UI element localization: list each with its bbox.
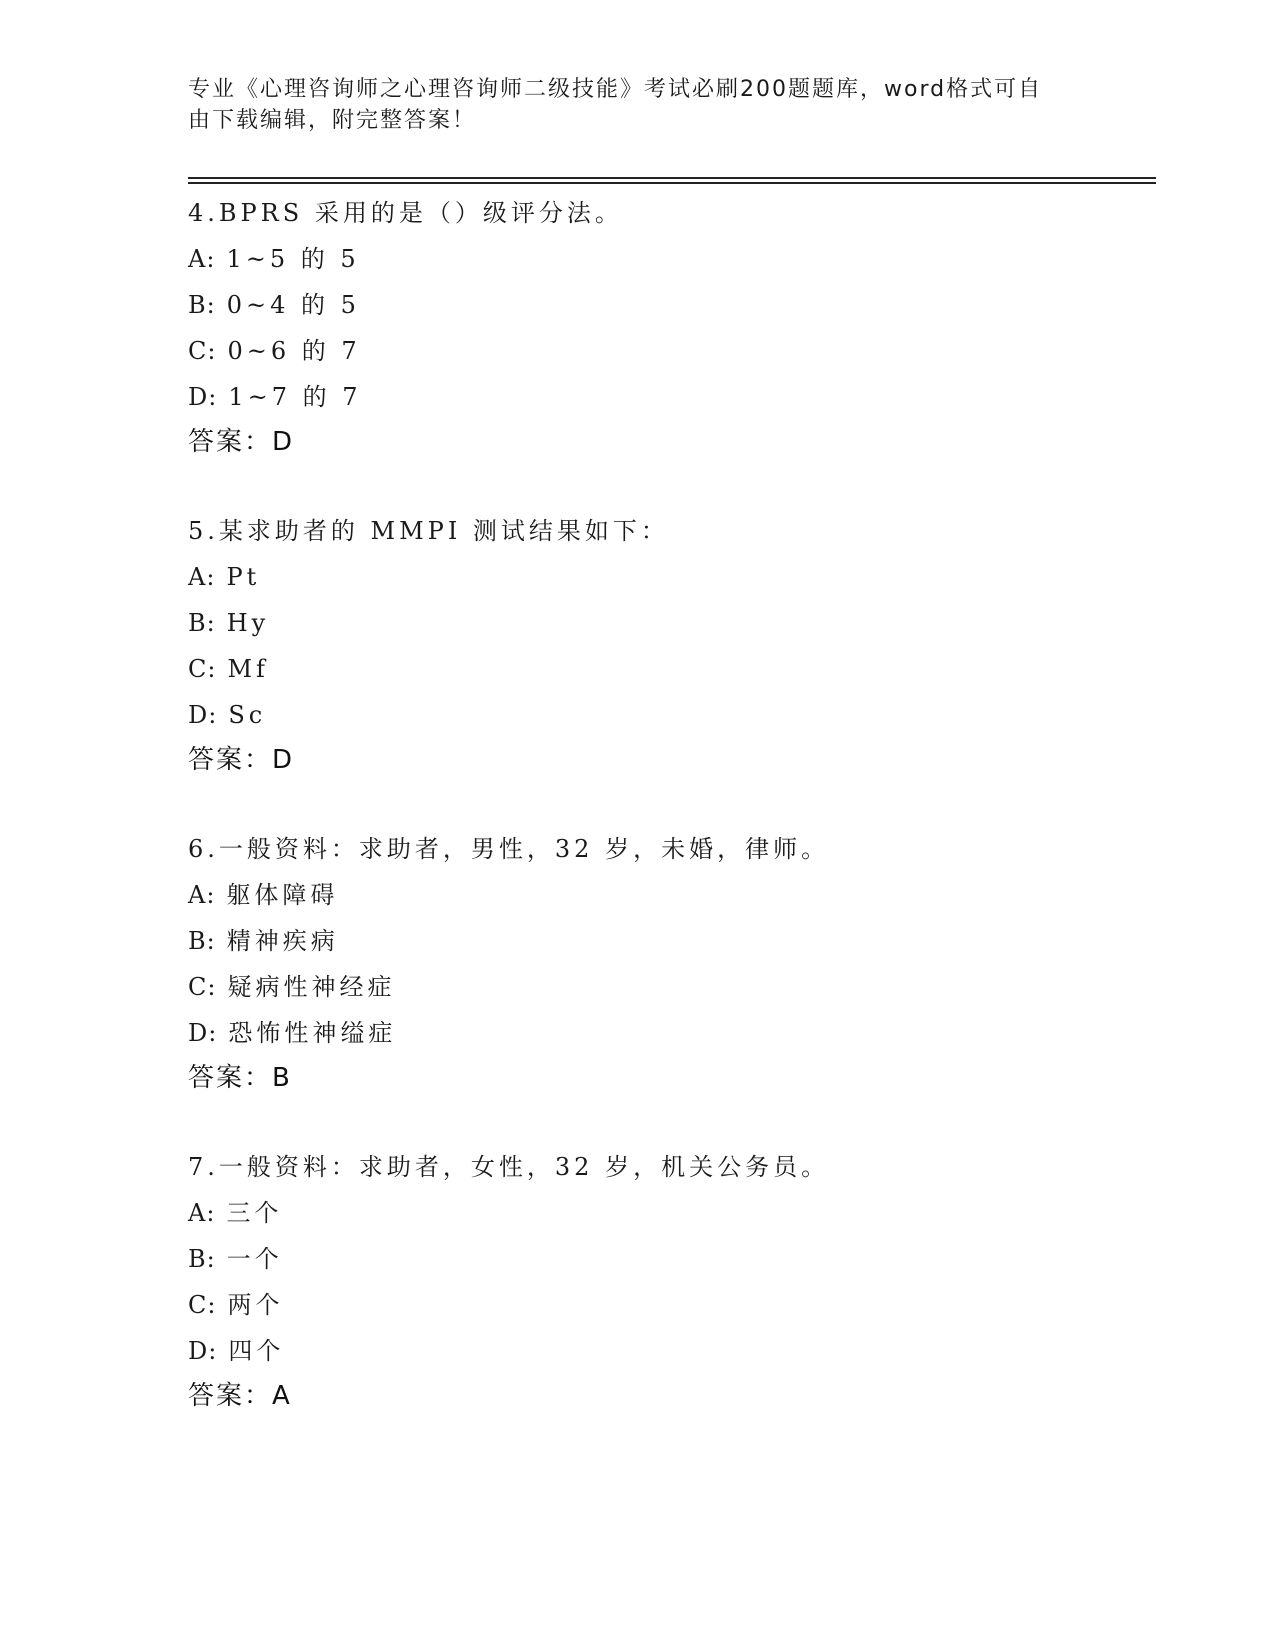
option-d: D: 恐怖性神缢症 xyxy=(188,1019,397,1047)
option-text: Mf xyxy=(227,655,269,683)
question-4 xyxy=(188,190,1156,464)
option-text: 四个 xyxy=(228,1337,285,1365)
option-letter: C xyxy=(188,337,208,365)
option-d: D: 1~7 的 7 xyxy=(188,383,362,411)
answer-line: 答案：B xyxy=(188,1063,292,1093)
option-text: Pt xyxy=(226,563,261,591)
option-letter: C xyxy=(188,655,208,683)
option-letter: D xyxy=(188,701,209,729)
option-text: 0~4 的 5 xyxy=(226,291,360,319)
header-line-1: 专业《心理咨询师之心理咨询师二级技能》考试必刷200题题库，word格式可自 xyxy=(188,77,1043,102)
option-text: 恐怖性神缢症 xyxy=(228,1019,397,1047)
option-text: Sc xyxy=(228,701,267,729)
option-letter: C xyxy=(188,1291,208,1319)
option-text: 三个 xyxy=(226,1199,283,1227)
option-text: 疑病性神经症 xyxy=(227,973,396,1001)
option-letter: B xyxy=(188,609,207,637)
option-text: 1~7 的 7 xyxy=(228,383,362,411)
option-letter: C xyxy=(188,973,208,1001)
option-b: B: 0~4 的 5 xyxy=(188,291,360,319)
option-text: 精神疾病 xyxy=(226,927,339,955)
option-text: 1~5 的 5 xyxy=(226,245,360,273)
option-letter: A xyxy=(188,1199,207,1227)
option-b: B: 精神疾病 xyxy=(188,927,339,955)
question-stem: 5.某求助者的 MMPI 测试结果如下： xyxy=(188,517,669,545)
option-text: Hy xyxy=(226,609,270,637)
answer-line: 答案：D xyxy=(188,745,295,775)
answer-line: 答案：D xyxy=(188,427,295,457)
option-letter: B xyxy=(188,291,207,319)
option-a: A: Pt xyxy=(188,563,261,591)
answer-line: 答案：A xyxy=(188,1381,292,1411)
option-text: 两个 xyxy=(227,1291,284,1319)
option-d: D: 四个 xyxy=(188,1337,285,1365)
option-c: C: 两个 xyxy=(188,1291,284,1319)
header-line-2: 由下载编辑，附完整答案！ xyxy=(188,108,477,133)
option-b: B: Hy xyxy=(188,609,270,637)
option-a: A: 三个 xyxy=(188,1199,283,1227)
document-header xyxy=(188,74,1088,136)
option-letter: D xyxy=(188,1337,209,1365)
question-6 xyxy=(188,826,1156,1100)
option-letter: A xyxy=(188,563,207,591)
option-letter: B xyxy=(188,1245,207,1273)
option-text: 躯体障碍 xyxy=(226,881,339,909)
option-d: D: Sc xyxy=(188,701,267,729)
option-a: A: 躯体障碍 xyxy=(188,881,339,909)
question-stem: 6.一般资料：求助者，男性，32 岁，未婚，律师。 xyxy=(188,835,830,863)
option-a: A: 1~5 的 5 xyxy=(188,245,360,273)
header-divider-top xyxy=(188,177,1156,179)
question-list xyxy=(188,190,1156,1462)
option-text: 0~6 的 7 xyxy=(227,337,361,365)
question-7 xyxy=(188,1144,1156,1418)
header-divider-bottom xyxy=(188,182,1156,184)
option-c: C: Mf xyxy=(188,655,269,683)
question-stem: 4.BPRS 采用的是（）级评分法。 xyxy=(188,199,623,227)
option-letter: A xyxy=(188,881,207,909)
question-stem: 7.一般资料：求助者，女性，32 岁，机关公务员。 xyxy=(188,1153,830,1181)
option-letter: B xyxy=(188,927,207,955)
option-letter: D xyxy=(188,1019,209,1047)
question-5 xyxy=(188,508,1156,782)
option-text: 一个 xyxy=(226,1245,283,1273)
option-letter: A xyxy=(188,245,207,273)
option-b: B: 一个 xyxy=(188,1245,283,1273)
option-letter: D xyxy=(188,383,209,411)
option-c: C: 疑病性神经症 xyxy=(188,973,396,1001)
option-c: C: 0~6 的 7 xyxy=(188,337,361,365)
